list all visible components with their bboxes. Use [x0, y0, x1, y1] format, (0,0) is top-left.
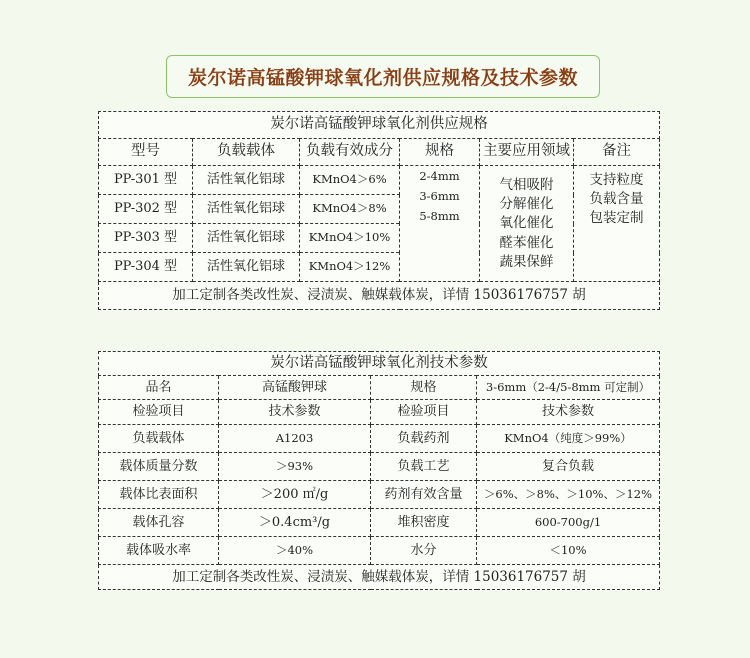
value-cell: 复合负载 — [477, 453, 660, 481]
content-cell: KMnO4＞8% — [300, 195, 400, 224]
model-cell: PP-301 型 — [99, 166, 193, 195]
carrier-cell: 活性氧化铝球 — [193, 166, 300, 195]
table-row — [99, 537, 660, 565]
value-cell: 600-700g/1 — [477, 509, 660, 537]
value-cell: 高锰酸钾球 — [219, 376, 371, 400]
value-cell: ＞6%、＞8%、＞10%、＞12% — [477, 481, 660, 509]
spec-item: 2-4mm — [419, 169, 460, 183]
table-row — [99, 509, 660, 537]
table-row — [99, 481, 660, 509]
column-header-content: 负载有效成分 — [300, 139, 400, 166]
value-cell: ＞0.4cm³/g — [219, 509, 371, 537]
spec-list-cell — [400, 166, 480, 282]
label-cell: 检验项目 — [99, 400, 219, 425]
model-cell: PP-304 型 — [99, 253, 193, 282]
value-cell: KMnO4（纯度＞99%） — [477, 425, 660, 453]
applications-cell — [480, 166, 574, 282]
table-row — [99, 376, 660, 400]
column-header-spec: 规格 — [400, 139, 480, 166]
value-cell: 3-6mm（2-4/5-8mm 可定制） — [477, 376, 660, 400]
label-cell: 品名 — [99, 376, 219, 400]
label-cell: 载体比表面积 — [99, 481, 219, 509]
value-cell: A1203 — [219, 425, 371, 453]
spec-item: 5-8mm — [419, 208, 460, 223]
table-caption: 炭尔诺高锰酸钾球氧化剂供应规格 — [99, 112, 660, 139]
spec-item: 3-6mm — [419, 188, 460, 203]
notes-cell — [574, 166, 660, 282]
label-cell: 载体质量分数 — [99, 453, 219, 481]
column-header-applications: 主要应用领域 — [480, 139, 574, 166]
note-item: 支持粒度 — [589, 172, 644, 188]
label-cell: 规格 — [371, 376, 477, 400]
label-cell: 负载药剂 — [371, 425, 477, 453]
model-cell: PP-302 型 — [99, 195, 193, 224]
value-cell: 技术参数 — [477, 400, 660, 425]
carrier-cell: 活性氧化铝球 — [193, 253, 300, 282]
value-cell: ＞93% — [219, 453, 371, 481]
content-cell: KMnO4＞10% — [300, 224, 400, 253]
content-cell: KMnO4＞12% — [300, 253, 400, 282]
label-cell: 载体吸水率 — [99, 537, 219, 565]
label-cell: 载体孔容 — [99, 509, 219, 537]
content-cell: KMnO4＞6% — [300, 166, 400, 195]
model-cell: PP-303 型 — [99, 224, 193, 253]
table-row — [99, 453, 660, 481]
table-footer: 加工定制各类改性炭、浸渍炭、触媒载体炭，详情 15036176757 胡 — [99, 282, 660, 310]
tech-params-table — [98, 351, 660, 590]
carrier-cell: 活性氧化铝球 — [193, 224, 300, 253]
table-row — [99, 166, 660, 195]
supply-spec-table — [98, 111, 660, 310]
application-item: 氧化催化 — [499, 215, 554, 232]
label-cell: 负载工艺 — [371, 453, 477, 481]
value-cell: ＞40% — [219, 537, 371, 565]
column-header-model: 型号 — [99, 139, 193, 166]
label-cell: 堆积密度 — [371, 509, 477, 537]
page-title: 炭尔诺高锰酸钾球氧化剂供应规格及技术参数 — [166, 55, 600, 98]
label-cell: 负载载体 — [99, 425, 219, 453]
table-row — [99, 400, 660, 425]
label-cell: 检验项目 — [371, 400, 477, 425]
label-cell: 水分 — [371, 537, 477, 565]
carrier-cell: 活性氧化铝球 — [193, 195, 300, 224]
table-footer: 加工定制各类改性炭、浸渍炭、触媒载体炭，详情 15036176757 胡 — [99, 565, 660, 590]
table-row — [99, 425, 660, 453]
value-cell: ＞200 ㎡/g — [219, 481, 371, 509]
column-header-carrier: 负载载体 — [193, 139, 300, 166]
application-item: 气相吸附 — [499, 177, 554, 194]
note-item: 负载含量 — [589, 191, 644, 208]
column-header-notes: 备注 — [574, 139, 660, 166]
application-item: 醛苯催化 — [499, 234, 554, 251]
note-item: 包装定制 — [589, 210, 644, 227]
table-caption: 炭尔诺高锰酸钾球氧化剂技术参数 — [99, 352, 660, 376]
value-cell: 技术参数 — [219, 400, 371, 425]
label-cell: 药剂有效含量 — [371, 481, 477, 509]
application-item: 蔬果保鲜 — [499, 253, 554, 270]
value-cell: ＜10% — [477, 537, 660, 565]
application-item: 分解催化 — [499, 196, 554, 213]
